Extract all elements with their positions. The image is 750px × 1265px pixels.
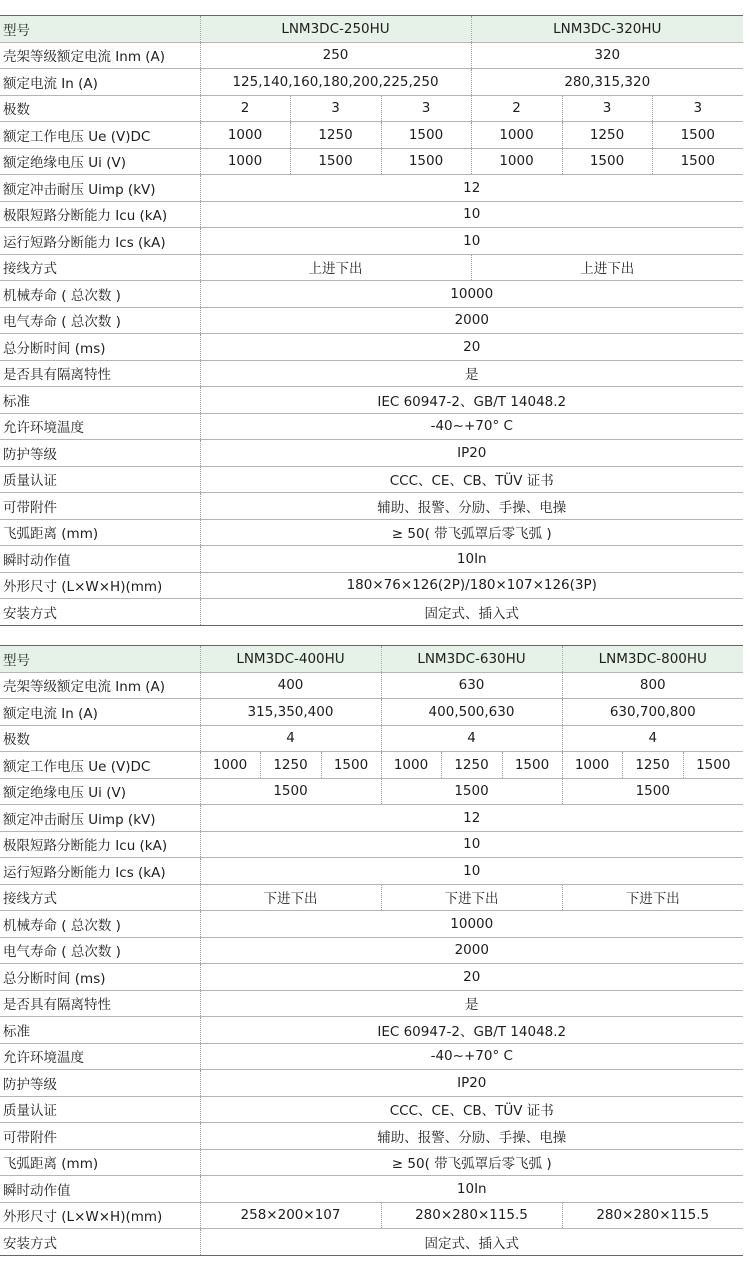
table-row-wiring	[0, 254, 743, 281]
row-label: 极数	[0, 725, 200, 752]
table-row-isolation	[0, 990, 743, 1017]
cell-value: 320	[471, 42, 743, 69]
table-row-dimensions	[0, 572, 743, 599]
row-label: 防护等级	[0, 440, 200, 467]
row-label: 标准	[0, 1017, 200, 1044]
row-label: 标准	[0, 387, 200, 414]
table-row-certification	[0, 466, 743, 493]
cell-value: 125,140,160,180,200,225,250	[200, 69, 471, 96]
row-label: 飞弧距离 (mm)	[0, 1149, 200, 1176]
cell-value: 1500	[652, 122, 743, 149]
table-row-break-time	[0, 964, 743, 991]
table-row-elec-life	[0, 307, 743, 334]
cell-value: 10	[200, 831, 743, 858]
cell-value: 1250	[290, 122, 381, 149]
cell-value: 1500	[290, 148, 381, 175]
table-row-accessories	[0, 493, 743, 520]
spec-table-400-630-800	[0, 645, 743, 1256]
cell-value: 10000	[200, 911, 743, 938]
model-name: LNM3DC-630HU	[381, 646, 562, 673]
table-row-dimensions	[0, 1202, 743, 1229]
row-label: 机械寿命 ( 总次数 )	[0, 911, 200, 938]
cell-value: 1500	[562, 148, 652, 175]
cell-value: 是	[200, 360, 743, 387]
table-row-poles	[0, 95, 743, 122]
model-name: LNM3DC-400HU	[200, 646, 381, 673]
cell-value: 上进下出	[200, 254, 471, 281]
row-label: 型号	[0, 16, 200, 43]
table-row-ue	[0, 122, 743, 149]
table-row-model	[0, 16, 743, 43]
cell-value: CCC、CE、CB、TÜV 证书	[200, 466, 743, 493]
cell-value: IP20	[200, 1070, 743, 1097]
cell-value: 280×280×115.5	[381, 1202, 562, 1229]
row-label: 外形尺寸 (L×W×H)(mm)	[0, 1202, 200, 1229]
cell-value: 2000	[200, 937, 743, 964]
cell-value: 1250	[441, 752, 502, 779]
cell-value: 4	[562, 725, 743, 752]
table-row-accessories	[0, 1123, 743, 1150]
row-label: 额定绝缘电压 Ui (V)	[0, 148, 200, 175]
row-label: 型号	[0, 646, 200, 673]
cell-value: 400,500,630	[381, 699, 562, 726]
cell-value: 辅助、报警、分励、手操、电操	[200, 493, 743, 520]
cell-value: 12	[200, 175, 743, 202]
cell-value: 下进下出	[200, 884, 381, 911]
row-label: 可带附件	[0, 493, 200, 520]
table-row-frame-current	[0, 42, 743, 69]
table-row-protection	[0, 440, 743, 467]
cell-value: ≥ 50( 带飞弧罩后零飞弧 )	[200, 1149, 743, 1176]
cell-value: 1500	[502, 752, 562, 779]
row-label: 额定绝缘电压 Ui (V)	[0, 778, 200, 805]
table-row-icu	[0, 831, 743, 858]
cell-value: 1500	[652, 148, 743, 175]
cell-value: 1250	[562, 122, 652, 149]
table-row-ui	[0, 778, 743, 805]
table-row-instant-trip	[0, 1176, 743, 1203]
row-label: 极限短路分断能力 Icu (kA)	[0, 831, 200, 858]
table-row-uimp	[0, 805, 743, 832]
table-row-mech-life	[0, 281, 743, 308]
table-row-mech-life	[0, 911, 743, 938]
table-row-temperature	[0, 1043, 743, 1070]
row-label: 安装方式	[0, 1229, 200, 1256]
cell-value: 4	[381, 725, 562, 752]
table-row-rated-current	[0, 699, 743, 726]
model-name: LNM3DC-250HU	[200, 16, 471, 43]
cell-value: 1000	[471, 148, 562, 175]
table-row-ics	[0, 228, 743, 255]
row-label: 额定冲击耐压 Uimp (kV)	[0, 805, 200, 832]
row-label: 允许环境温度	[0, 1043, 200, 1070]
table-row-elec-life	[0, 937, 743, 964]
cell-value: 315,350,400	[200, 699, 381, 726]
cell-value: 3	[381, 95, 471, 122]
table-row-ui	[0, 148, 743, 175]
row-label: 瞬时动作值	[0, 1176, 200, 1203]
cell-value: 258×200×107	[200, 1202, 381, 1229]
cell-value: 3	[290, 95, 381, 122]
table-row-poles	[0, 725, 743, 752]
cell-value: 1000	[200, 122, 290, 149]
row-label: 总分断时间 (ms)	[0, 334, 200, 361]
cell-value: 1000	[381, 752, 441, 779]
cell-value: CCC、CE、CB、TÜV 证书	[200, 1096, 743, 1123]
cell-value: 280×280×115.5	[562, 1202, 743, 1229]
table-row-isolation	[0, 360, 743, 387]
cell-value: 10In	[200, 546, 743, 573]
cell-value: 1500	[321, 752, 381, 779]
table-row-ics	[0, 858, 743, 885]
cell-value: IEC 60947-2、GB/T 14048.2	[200, 1017, 743, 1044]
row-label: 极数	[0, 95, 200, 122]
row-label: 壳架等级额定电流 Inm (A)	[0, 672, 200, 699]
cell-value: 1500	[381, 122, 471, 149]
table-row-instant-trip	[0, 546, 743, 573]
row-label: 是否具有隔离特性	[0, 990, 200, 1017]
row-label: 额定工作电压 Ue (V)DC	[0, 752, 200, 779]
cell-value: 1000	[200, 752, 260, 779]
row-label: 运行短路分断能力 Ics (kA)	[0, 858, 200, 885]
row-label: 可带附件	[0, 1123, 200, 1150]
row-label: 允许环境温度	[0, 413, 200, 440]
table-row-frame-current	[0, 672, 743, 699]
cell-value: 1000	[200, 148, 290, 175]
cell-value: IP20	[200, 440, 743, 467]
cell-value: 1500	[381, 148, 471, 175]
cell-value: 20	[200, 334, 743, 361]
table-row-icu	[0, 201, 743, 228]
cell-value: 12	[200, 805, 743, 832]
cell-value: 固定式、插入式	[200, 599, 743, 626]
spec-table-250-320	[0, 15, 743, 626]
table-row-break-time	[0, 334, 743, 361]
cell-value: 下进下出	[562, 884, 743, 911]
table-row-wiring	[0, 884, 743, 911]
cell-value: 下进下出	[381, 884, 562, 911]
row-label: 额定电流 In (A)	[0, 699, 200, 726]
cell-value: 4	[200, 725, 381, 752]
row-label: 总分断时间 (ms)	[0, 964, 200, 991]
table-row-standard	[0, 387, 743, 414]
cell-value: 180×76×126(2P)/180×107×126(3P)	[200, 572, 743, 599]
table-row-model	[0, 646, 743, 673]
row-label: 防护等级	[0, 1070, 200, 1097]
cell-value: 250	[200, 42, 471, 69]
cell-value: 630,700,800	[562, 699, 743, 726]
table-row-arc-distance	[0, 1149, 743, 1176]
model-name: LNM3DC-320HU	[471, 16, 743, 43]
cell-value: 10In	[200, 1176, 743, 1203]
cell-value: -40~+70° C	[200, 413, 743, 440]
row-label: 额定电流 In (A)	[0, 69, 200, 96]
cell-value: 20	[200, 964, 743, 991]
cell-value: 1250	[260, 752, 321, 779]
cell-value: 10	[200, 201, 743, 228]
table-row-uimp	[0, 175, 743, 202]
table-row-mounting	[0, 599, 743, 626]
row-label: 极限短路分断能力 Icu (kA)	[0, 201, 200, 228]
row-label: 壳架等级额定电流 Inm (A)	[0, 42, 200, 69]
cell-value: 10	[200, 858, 743, 885]
row-label: 额定冲击耐压 Uimp (kV)	[0, 175, 200, 202]
row-label: 外形尺寸 (L×W×H)(mm)	[0, 572, 200, 599]
cell-value: 1250	[622, 752, 683, 779]
row-label: 电气寿命 ( 总次数 )	[0, 307, 200, 334]
cell-value: -40~+70° C	[200, 1043, 743, 1070]
table-row-ue	[0, 752, 743, 779]
cell-value: 上进下出	[471, 254, 743, 281]
cell-value: 2	[471, 95, 562, 122]
cell-value: 10	[200, 228, 743, 255]
cell-value: 280,315,320	[471, 69, 743, 96]
cell-value: IEC 60947-2、GB/T 14048.2	[200, 387, 743, 414]
row-label: 机械寿命 ( 总次数 )	[0, 281, 200, 308]
cell-value: 1000	[471, 122, 562, 149]
row-label: 飞弧距离 (mm)	[0, 519, 200, 546]
cell-value: 630	[381, 672, 562, 699]
row-label: 瞬时动作值	[0, 546, 200, 573]
cell-value: 2	[200, 95, 290, 122]
cell-value: 400	[200, 672, 381, 699]
row-label: 质量认证	[0, 1096, 200, 1123]
cell-value: 是	[200, 990, 743, 1017]
cell-value: 1500	[683, 752, 743, 779]
cell-value: 2000	[200, 307, 743, 334]
cell-value: 辅助、报警、分励、手操、电操	[200, 1123, 743, 1150]
table-row-standard	[0, 1017, 743, 1044]
row-label: 是否具有隔离特性	[0, 360, 200, 387]
cell-value: ≥ 50( 带飞弧罩后零飞弧 )	[200, 519, 743, 546]
row-label: 额定工作电压 Ue (V)DC	[0, 122, 200, 149]
table-row-mounting	[0, 1229, 743, 1256]
table-row-temperature	[0, 413, 743, 440]
cell-value: 1000	[562, 752, 622, 779]
model-name: LNM3DC-800HU	[562, 646, 743, 673]
cell-value: 1500	[562, 778, 743, 805]
row-label: 运行短路分断能力 Ics (kA)	[0, 228, 200, 255]
row-label: 安装方式	[0, 599, 200, 626]
cell-value: 3	[562, 95, 652, 122]
cell-value: 3	[652, 95, 743, 122]
table-row-protection	[0, 1070, 743, 1097]
row-label: 接线方式	[0, 884, 200, 911]
table-row-rated-current	[0, 69, 743, 96]
cell-value: 800	[562, 672, 743, 699]
cell-value: 固定式、插入式	[200, 1229, 743, 1256]
cell-value: 1500	[381, 778, 562, 805]
row-label: 接线方式	[0, 254, 200, 281]
table-row-certification	[0, 1096, 743, 1123]
table-row-arc-distance	[0, 519, 743, 546]
cell-value: 10000	[200, 281, 743, 308]
row-label: 电气寿命 ( 总次数 )	[0, 937, 200, 964]
row-label: 质量认证	[0, 466, 200, 493]
cell-value: 1500	[200, 778, 381, 805]
